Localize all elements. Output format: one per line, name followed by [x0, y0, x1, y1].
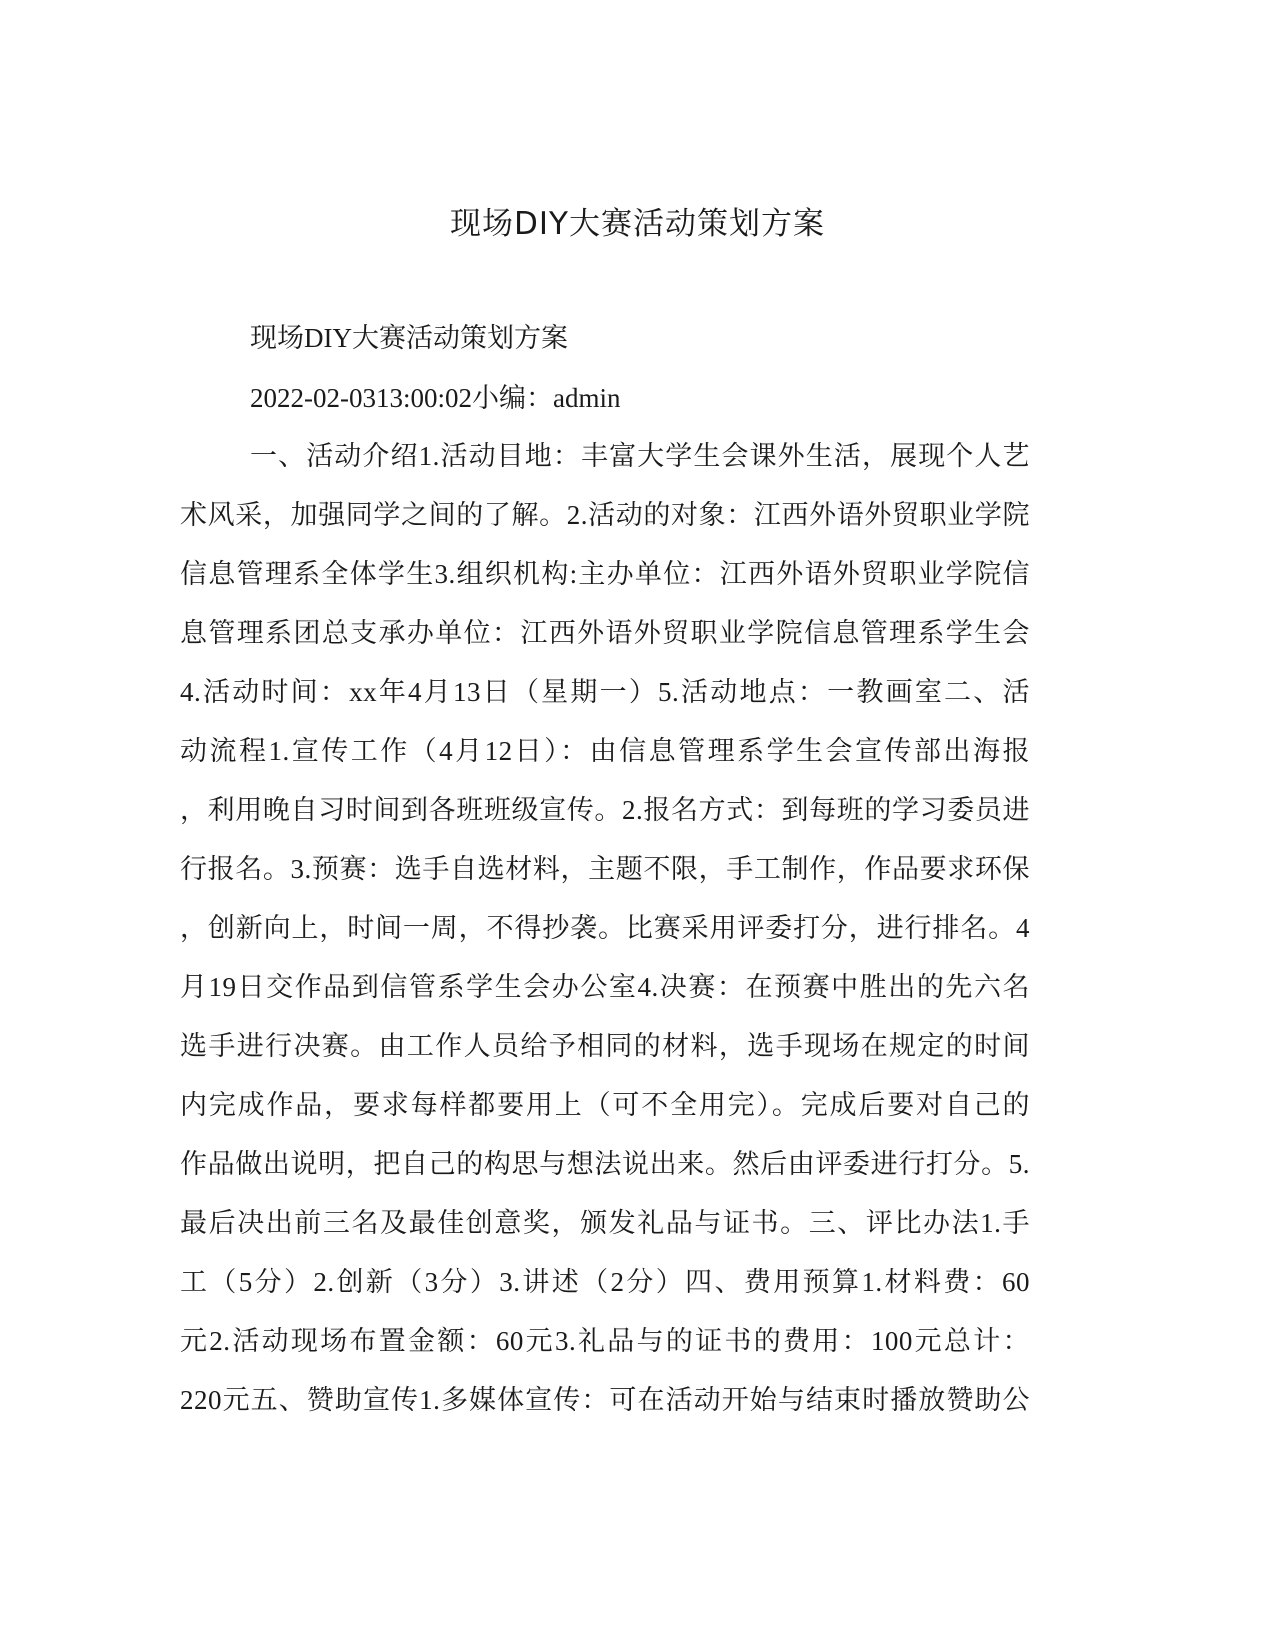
body-line: 元2.活动现场布置金额：60元3.礼品与的证书的费用：100元总计：	[180, 1326, 1030, 1356]
body-line: 行报名。3.预赛：选手自选材料，主题不限，手工制作，作品要求环保	[180, 854, 1030, 884]
body-line: 选手进行决赛。由工作人员给予相同的材料，选手现场在规定的时间	[180, 1031, 1030, 1061]
body-line: 工（5分）2.创新（3分）3.讲述（2分）四、费用预算1.材料费：60	[180, 1267, 1030, 1297]
body-line: 内完成作品，要求每样都要用上（可不全用完）。完成后要对自己的	[180, 1090, 1030, 1120]
body-line: 动流程1.宣传工作（4月12日）：由信息管理系学生会宣传部出海报	[180, 736, 1030, 766]
body-line: 月19日交作品到信管系学生会办公室4.决赛：在预赛中胜出的先六名	[180, 972, 1030, 1002]
document-body	[180, 436, 1030, 1439]
document-title: 现场DIY大赛活动策划方案	[450, 206, 825, 242]
body-line: 术风采，加强同学之间的了解。2.活动的对象：江西外语外贸职业学院	[180, 500, 1030, 530]
body-line: 4.活动时间：xx年4月13日（星期一）5.活动地点：一教画室二、活	[180, 677, 1030, 707]
body-line: 最后决出前三名及最佳创意奖，颁发礼品与证书。三、评比办法1.手	[180, 1208, 1030, 1238]
body-line: ，利用晚自习时间到各班班级宣传。2.报名方式：到每班的学习委员进	[180, 795, 1030, 825]
body-line: 息管理系团总支承办单位：江西外语外贸职业学院信息管理系学生会	[180, 618, 1030, 648]
document-subtitle: 现场DIY大赛活动策划方案	[250, 323, 568, 353]
body-line: 信息管理系全体学生3.组织机构:主办单位：江西外语外贸职业学院信	[180, 559, 1030, 589]
body-line: 一、活动介绍1.活动目地：丰富大学生会课外生活，展现个人艺	[250, 441, 1030, 471]
publish-date-author: 2022-02-0313:00:02小编：admin	[250, 383, 621, 413]
body-line: ，创新向上，时间一周，不得抄袭。比赛采用评委打分，进行排名。4	[180, 913, 1030, 943]
body-line: 作品做出说明，把自己的构思与想法说出来。然后由评委进行打分。5.	[180, 1149, 1030, 1179]
body-line: 220元五、赞助宣传1.多媒体宣传：可在活动开始与结束时播放赞助公	[180, 1385, 1030, 1415]
